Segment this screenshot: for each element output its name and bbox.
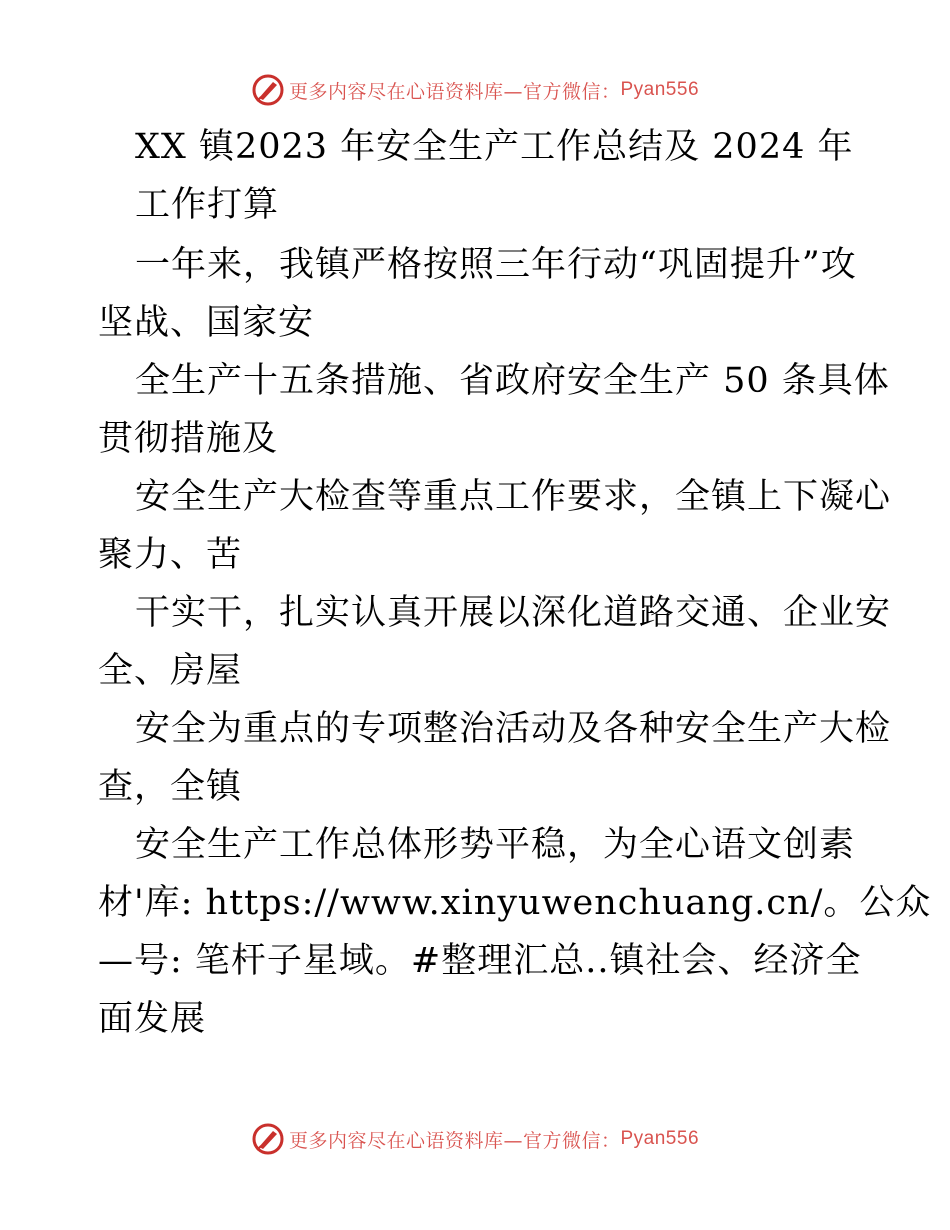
watermark-wechat-id: Pyan556 bbox=[620, 1128, 700, 1149]
title-line-1: XX 镇2023 年安全生产工作总结及 2024 年 bbox=[135, 127, 854, 167]
quill-logo-icon bbox=[251, 73, 285, 107]
paragraph-line: 全生产十五条措施、省政府安全生产 50 条具体 bbox=[135, 361, 890, 401]
paragraph-line: 安全生产工作总体形势平稳，为全心语文创素 bbox=[135, 825, 856, 865]
watermark-wechat-id: Pyan556 bbox=[620, 79, 700, 100]
paragraph-line: 材'库: https://www.xinyuwenchuang.cn/。公众 bbox=[98, 883, 932, 923]
paragraph-line: 一年来，我镇严格按照三年行动“巩固提升”攻 bbox=[135, 245, 857, 285]
paragraph-line: 安全为重点的专项整治活动及各种安全生产大检 bbox=[135, 709, 892, 749]
paragraph-line: 查，全镇 bbox=[98, 767, 243, 807]
paragraph-line: 面发展 bbox=[98, 999, 207, 1039]
watermark-footer bbox=[0, 1119, 950, 1159]
paragraph-line: 坚战、国家安 bbox=[98, 303, 315, 343]
paragraph-line: 全、房屋 bbox=[98, 651, 243, 691]
watermark-header bbox=[0, 70, 950, 110]
watermark-text: 更多内容尽在心语资料库—官方微信： bbox=[288, 80, 621, 103]
paragraph-line: 贯彻措施及 bbox=[98, 419, 279, 459]
paragraph-line: 聚力、苦 bbox=[98, 535, 243, 575]
title-line-2: 工作打算 bbox=[135, 185, 280, 225]
paragraph-line: 安全生产大检查等重点工作要求，全镇上下凝心 bbox=[135, 477, 892, 517]
quill-logo-icon bbox=[251, 1122, 285, 1156]
paragraph-line: —号: 笔杆子星域。#整理汇总..镇社会、经济全 bbox=[98, 941, 862, 981]
paragraph-line: 干实干，扎实认真开展以深化道路交通、企业安 bbox=[135, 593, 892, 633]
watermark-text: 更多内容尽在心语资料库—官方微信： bbox=[288, 1129, 621, 1152]
